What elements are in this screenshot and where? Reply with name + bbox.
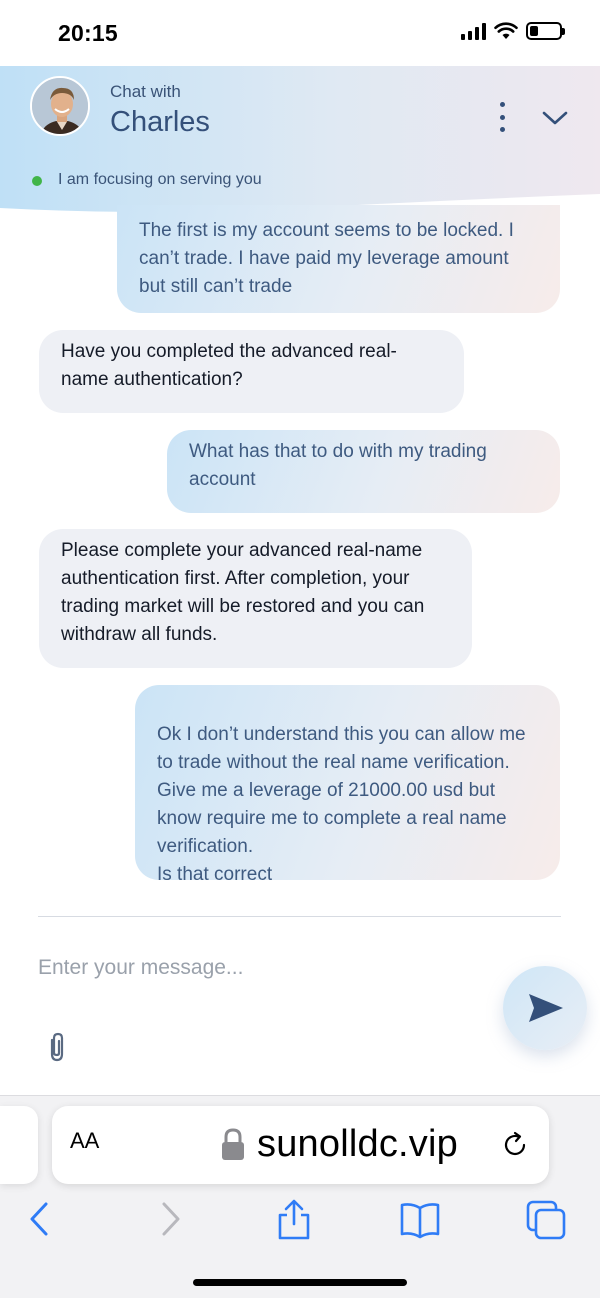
cellular-signal-icon <box>461 22 486 40</box>
chevron-right-icon[interactable] <box>150 1198 194 1242</box>
battery-level <box>530 26 538 36</box>
send-button[interactable] <box>503 966 587 1050</box>
message-text: The first is my account seems to be locked. I can’t trade. I have paid my leverage amount but still can’t trade <box>139 220 514 297</box>
message-text: Please complete your advanced real-name authentication first. After completion, your trading market will be restored and you can withdraw all funds. <box>61 540 425 645</box>
online-status-dot <box>32 176 42 186</box>
status-time: 20:15 <box>58 20 118 46</box>
message-bubble-user <box>135 685 560 885</box>
home-indicator[interactable] <box>193 1279 407 1286</box>
book-icon[interactable] <box>398 1198 442 1242</box>
message-text: What has that to do with my trading account <box>189 441 487 490</box>
message-input[interactable] <box>38 948 478 988</box>
url-text: sunolldc.vip <box>257 1123 458 1165</box>
message-text: Have you completed the advanced real-name authentication? <box>61 341 397 390</box>
paperclip-icon[interactable] <box>44 1030 70 1064</box>
chevron-left-icon[interactable] <box>18 1198 62 1242</box>
tabs-icon[interactable] <box>524 1198 568 1242</box>
share-icon[interactable] <box>272 1198 316 1242</box>
text-size-button[interactable] <box>70 1128 99 1154</box>
lock-icon <box>220 1128 246 1162</box>
message-bubble-agent <box>39 330 464 413</box>
wifi-icon <box>494 22 518 40</box>
send-icon <box>527 992 565 1024</box>
agent-name: Charles <box>110 106 210 138</box>
previous-tab[interactable] <box>0 1106 38 1184</box>
more-vertical-icon[interactable] <box>492 102 512 132</box>
agent-avatar <box>30 76 90 136</box>
chat-header <box>0 66 600 214</box>
message-text: Ok I don’t understand this you can allow me to trade without the real name verification. Give me a leverage of 21000.00 usd but know require me to complete a real name verification. Is that correct <box>157 724 526 885</box>
composer-divider <box>38 916 561 917</box>
status-icons <box>461 22 562 40</box>
chat-with-label: Chat with <box>110 82 181 101</box>
message-bubble-user <box>117 205 560 313</box>
browser-toolbar <box>0 1095 600 1298</box>
agent-status-text: I am focusing on serving you <box>58 171 262 188</box>
status-bar <box>0 0 600 66</box>
chevron-down-icon[interactable] <box>540 106 570 130</box>
message-bubble-user <box>167 430 560 513</box>
address-bar[interactable] <box>52 1106 549 1184</box>
battery-icon <box>526 22 562 40</box>
message-bubble-agent <box>39 529 472 668</box>
reload-icon[interactable] <box>500 1130 530 1160</box>
text-size-label: AA <box>70 1128 100 1153</box>
